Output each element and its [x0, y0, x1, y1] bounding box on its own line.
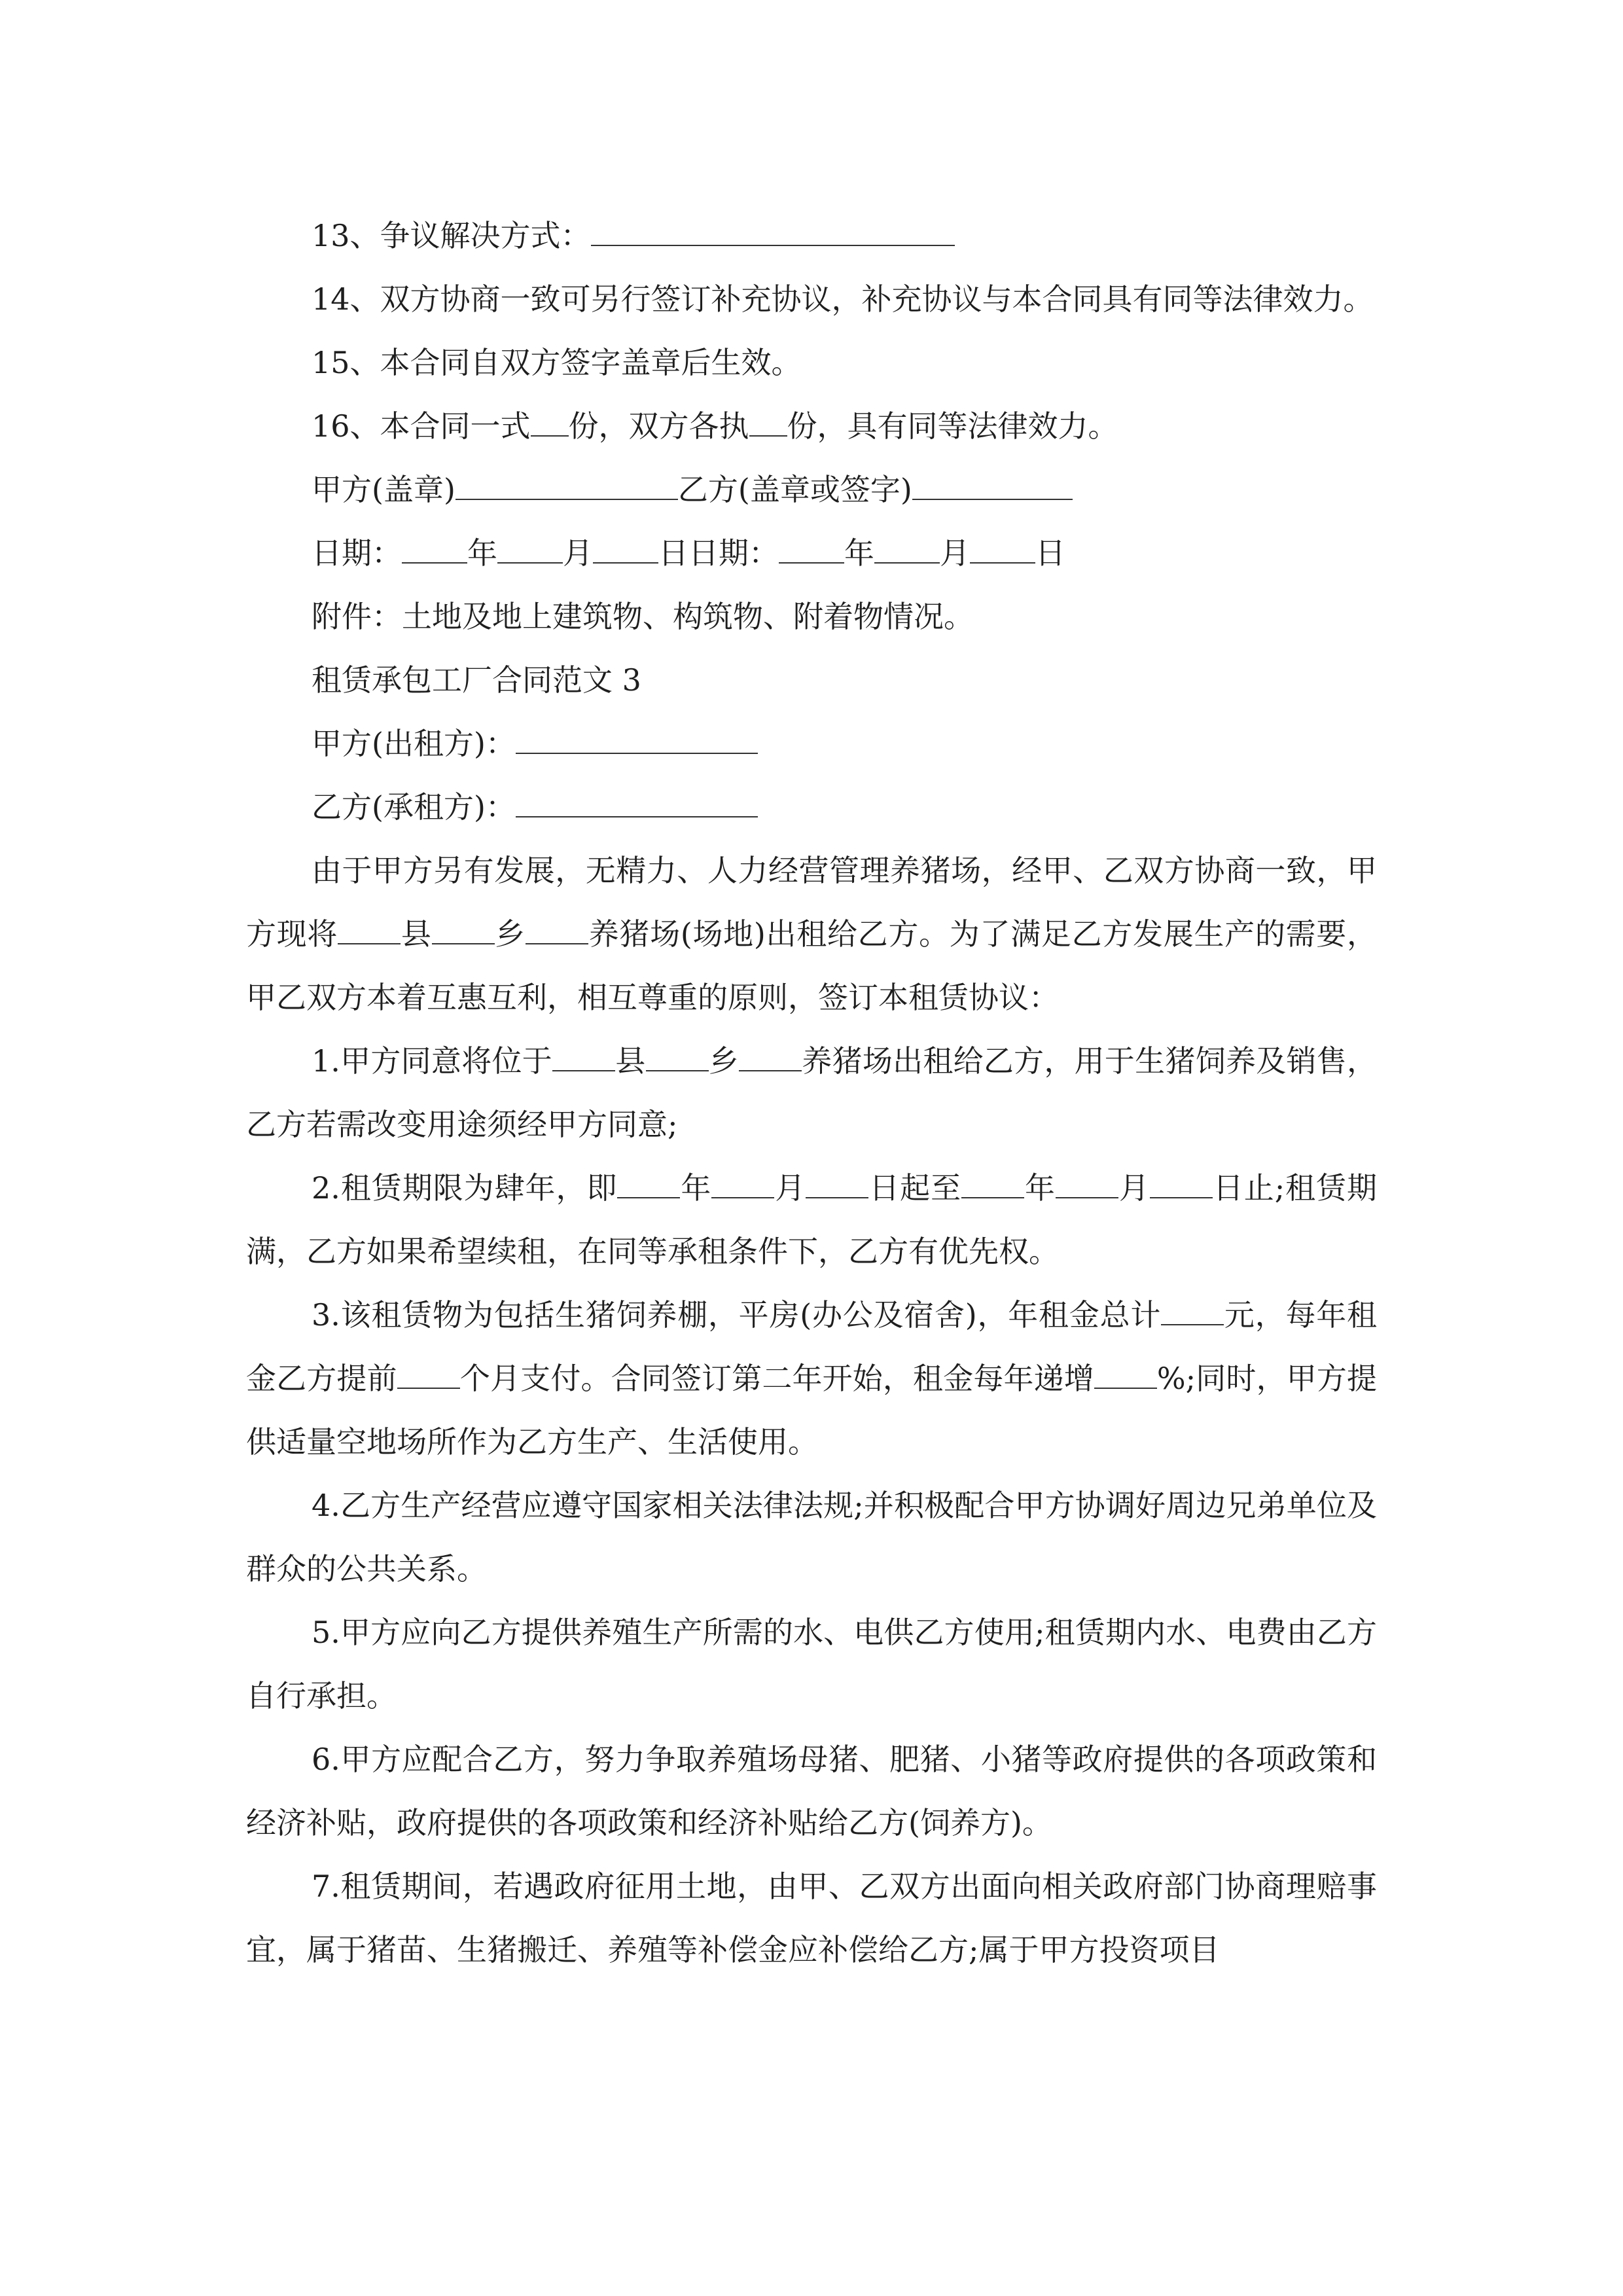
date-a-year-blank — [402, 531, 467, 564]
clause-1-county-blank — [552, 1039, 615, 1071]
clause-2 — [246, 1157, 1377, 1283]
clause-4 — [246, 1474, 1377, 1601]
clause-3-text-c: 个月支付。合同签订第二年开始，租金每年递增 — [459, 1361, 1094, 1396]
document-body — [246, 204, 1377, 1982]
clause-13-text: 13、争议解决方式： — [312, 218, 591, 253]
date-a-month-blank — [497, 531, 563, 564]
clause-16 — [246, 395, 1377, 458]
clause-5 — [246, 1601, 1377, 1728]
clause-7 — [246, 1855, 1377, 1982]
clause-13 — [246, 204, 1377, 268]
lessee-label: 乙方(承租方)： — [312, 789, 516, 825]
date-b-month-label: 月 — [940, 535, 970, 571]
clause-14 — [246, 268, 1377, 331]
advance-months-blank — [397, 1356, 460, 1389]
intro-township-blank — [432, 912, 495, 944]
clause-2-end-day-blank — [1150, 1166, 1213, 1198]
clause-1 — [246, 1030, 1377, 1157]
clause-1-text-a: 1.甲方同意将位于 — [312, 1043, 552, 1079]
clause-2-end-month-label: 月 — [1118, 1170, 1150, 1206]
clause-2-start-day-blank — [806, 1166, 868, 1198]
clause-2-text-b: 日起至 — [868, 1170, 962, 1206]
clause-16-text-b: 份，双方各执 — [568, 408, 749, 444]
copies-each-blank — [749, 404, 787, 437]
clause-3-text-a: 3.该租赁物为包括生猪饲养棚，平房(办公及宿舍)，年租金总计 — [312, 1297, 1162, 1333]
clause-2-text-c: 日止;租赁期满，乙方如果希望续租，在同等承租条件下，乙方有优先权。 — [246, 1170, 1378, 1269]
annual-rent-blank — [1161, 1293, 1224, 1325]
section-title-text: 租赁承包工厂合同范文 3 — [312, 662, 641, 698]
clause-6 — [246, 1728, 1377, 1855]
party-b-seal-blank — [912, 467, 1073, 500]
attachment-line — [246, 585, 1377, 649]
date-b-month-blank — [874, 531, 940, 564]
lessee-line — [246, 776, 1377, 839]
section-title — [246, 649, 1377, 712]
clause-6-text: 6.甲方应配合乙方，努力争取养殖场母猪、肥猪、小猪等政府提供的各项政策和经济补贴，政府提供的各项政策和经济补贴给乙方(饲养方)。 — [246, 1742, 1377, 1840]
clause-2-end-year-blank — [961, 1166, 1024, 1198]
intro-county-label: 县 — [401, 916, 432, 952]
date-b-day-label: 日 — [1035, 535, 1065, 571]
intro-paragraph — [246, 839, 1377, 1030]
clause-14-text: 14、双方协商一致可另行签订补充协议，补充协议与本合同具有同等法律效力。 — [312, 281, 1374, 317]
rent-increase-blank — [1094, 1356, 1157, 1389]
clause-2-text-a: 2.租赁期限为肆年，即 — [312, 1170, 618, 1206]
dispute-resolution-blank — [591, 213, 955, 246]
lessor-label: 甲方(出租方)： — [312, 726, 516, 761]
clause-3-text-d: %;同时，甲方提供适量空地场所作为乙方生产、生活使用。 — [246, 1361, 1377, 1460]
clause-1-township-blank — [646, 1039, 709, 1071]
lessor-line — [246, 712, 1377, 776]
date-label-b: 日日期： — [658, 535, 779, 571]
clause-2-end-year-label: 年 — [1024, 1170, 1056, 1206]
date-b-year-blank — [779, 531, 844, 564]
clause-1-county-label: 县 — [615, 1043, 646, 1079]
clause-3 — [246, 1283, 1377, 1474]
clause-3-text-b: 元，每年租金乙方提前 — [246, 1297, 1378, 1396]
attachment-text: 附件：土地及地上建筑物、构筑物、附着物情况。 — [312, 599, 974, 634]
date-a-month-label: 月 — [563, 535, 593, 571]
clause-1-township-label: 乡 — [708, 1043, 740, 1079]
lessor-blank — [516, 721, 758, 754]
clause-5-text: 5.甲方应向乙方提供养殖生产所需的水、电供乙方使用;租赁期内水、电费由乙方自行承担。 — [246, 1615, 1377, 1713]
clause-2-start-month-label: 月 — [774, 1170, 806, 1206]
date-line — [246, 522, 1377, 585]
party-a-seal-label: 甲方(盖章) — [312, 472, 455, 507]
clause-16-text-a: 16、本合同一式 — [312, 408, 531, 444]
clause-2-start-month-blank — [711, 1166, 774, 1198]
clause-4-text: 4.乙方生产经营应遵守国家相关法律法规;并积极配合甲方协调好周边兄弟单位及群众的公共关系。 — [246, 1488, 1377, 1587]
intro-township-label: 乡 — [494, 916, 526, 952]
party-a-seal-blank — [455, 467, 678, 500]
clause-16-text-c: 份，具有同等法律效力。 — [787, 408, 1118, 444]
signature-line — [246, 458, 1377, 522]
clause-2-start-year-blank — [617, 1166, 680, 1198]
clause-1-farm-blank — [739, 1039, 802, 1071]
clause-2-start-year-label: 年 — [680, 1170, 712, 1206]
intro-text-b: 养猪场(场地)出租给乙方。为了满足乙方发展生产的需要，甲乙双方本着互惠互利，相互尊重的原则，签订本租赁协议： — [246, 916, 1378, 1015]
date-b-day-blank — [970, 531, 1035, 564]
date-a-year-label: 年 — [467, 535, 497, 571]
clause-15-text: 15、本合同自双方签字盖章后生效。 — [312, 345, 802, 380]
date-b-year-label: 年 — [844, 535, 874, 571]
clause-15 — [246, 331, 1377, 395]
party-b-seal-label: 乙方(盖章或签字) — [677, 472, 912, 507]
copies-total-blank — [531, 404, 569, 437]
intro-text-a: 由于甲方另有发展，无精力、人力经营管理养猪场，经甲、乙双方协商一致，甲方现将 — [246, 853, 1377, 952]
intro-farm-blank — [526, 912, 588, 944]
intro-county-blank — [338, 912, 401, 944]
lessee-blank — [516, 785, 758, 817]
clause-2-end-month-blank — [1056, 1166, 1118, 1198]
clause-7-text: 7.租赁期间，若遇政府征用土地，由甲、乙双方出面向相关政府部门协商理赔事宜，属于猪苗、生猪搬迁、养殖等补偿金应补偿给乙方;属于甲方投资项目 — [246, 1869, 1377, 1967]
date-label-a: 日期： — [312, 535, 402, 571]
date-a-day-blank — [593, 531, 658, 564]
clause-1-text-b: 养猪场出租给乙方，用于生猪饲养及销售，乙方若需改变用途须经甲方同意; — [246, 1043, 1378, 1142]
